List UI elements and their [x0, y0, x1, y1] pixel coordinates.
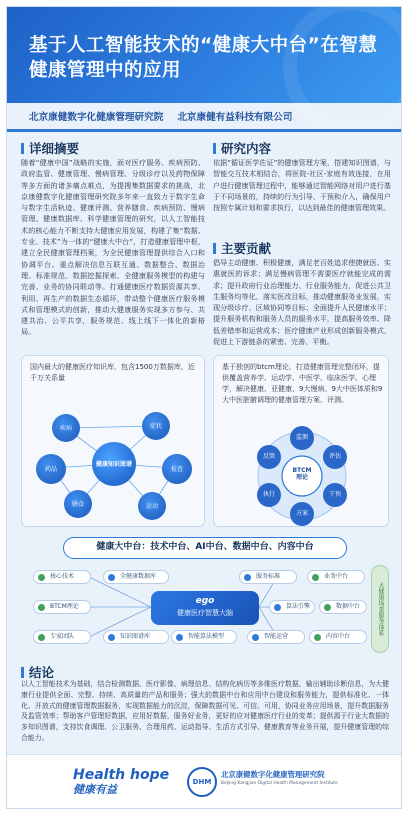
btcm-item-assess: 评估 — [328, 453, 341, 460]
contribution-heading: 主要贡献 — [213, 239, 271, 257]
institute-name-cn: 北京康健数字化健康管理研究院 — [221, 770, 325, 779]
chip-content-platform: 内容中台 — [309, 630, 367, 644]
research-text: 依据“循证医学佐证”的健康管理方案，搭建知识图谱，与智能交互技术相结合，将医院-社区-家庭有效连接，在用户进行健康管理过程中，能够通过智能网络对用户进行基于不同场景的，持续的行为引导、干预和介入，确保用户按照专属计划和要求执行，以达到最佳的健康管理效果。 — [213, 158, 391, 213]
org-2: 北京康健有益科技有限公司 — [177, 112, 293, 123]
conclusion-text: 以人工智能技术为基础，结合检测数据、医疗影像、病理信息、结构化病历等多维医疗数据，输出辅助诊断信息，为大健康行业提供全面、完整、持续、高质量的产品和服务；强大的数据中台和应用中台建设和服务能力，提供标准化、一体化、开放式的健康管理数据服务，实现数据能力的沉淀，保障数据可见、可信、可用，协同业务应用场景，提升数据服务及监管效率；帮助客户管理好数据，应用好数据，服务好业务，更好的应对健康医疗行业的变革；提供源于行业大数据的多知识图谱，支持饮食调理、公卫服务、合理用药、运动指导、生活方式引导、健康教育等业务开展，提升健康管理的综合能力。 — [21, 680, 389, 742]
abstract-heading: 详细摘要 — [21, 139, 79, 157]
institute-logo-text — [221, 769, 338, 787]
scenario-system-label: 大健康场景服务体系 — [371, 565, 389, 653]
kg-node-exam: 检查 — [162, 454, 192, 484]
organizations — [29, 109, 292, 123]
kg-node-disease: 疾病 — [52, 414, 80, 442]
ego-brain — [151, 591, 259, 625]
chip-experts: 专家团队 — [33, 630, 91, 644]
chip-algorithm: 智能算法模型 — [171, 630, 237, 644]
conclusion-heading: 结论 — [21, 663, 54, 681]
btcm-panel — [213, 355, 389, 527]
kg-description: 国内最大的健康医疗知识库，包含1500万数据库，近千万关系量 — [30, 363, 195, 382]
institute-seal: DHM — [187, 767, 217, 797]
ego-name: ego — [195, 596, 215, 606]
btcm-item-plan: 方案 — [295, 510, 308, 517]
chip-service-std: 服务标准 — [239, 570, 297, 584]
btcm-item-intervene: 干预 — [328, 491, 341, 498]
chip-data-platform: 数据中台 — [319, 600, 367, 614]
org-1: 北京康健数字化健康管理研究院 — [29, 112, 164, 123]
platform-title: 健康大中台：技术中台、AI中台、数据中台、内容中台 — [63, 537, 347, 559]
divider — [7, 129, 402, 132]
chip-btcm: BTCM理论 — [33, 600, 91, 614]
logo-en: Health hope — [73, 767, 170, 783]
btcm-description: 基于独创的btcm理论，打造健康管理完整闭环，提供覆盖营养学、运动学、中医学、临床医学、心理学，解决健康、亚健康、9大慢病、9大中医体质和9大中医脏腑调理的健康管理方案、评测。 — [222, 363, 383, 404]
ego-subtitle: 健康医疗智慧大脑 — [177, 609, 233, 617]
kg-node-diet: 膳食 — [64, 490, 92, 518]
abstract-text: 随着“健康中国”战略的实施，面对医疗服务、疾病预防、政府监管、健康管理、慢病管理、分级诊疗以及药物保障等多方面的诸多痛点难点，为提搜集数据要求的挑战，北京康健数字化健康管理研究院多年来一直致力于数字生命与数字生活轨迹、健康评测、营养膳食、疾病预防、慢病管理、健康数据库、科学健康管理的研究，以人工智能技术的核心能力不断支持大健康应用发展，构建了集“数据、专业、技术”为一体的“健康大中台”，打造健康管理中枢，建立全民健康管理档案，为全民健康管理提供综合入口和协调平台。重点解决信息互联互通、数据整合、数据治理、标准规范、数据挖掘探索、全健康服务模型的构建与完善、业务的协同联动等。打通健康医疗数据资源共享、利用、再生产的数据生态循环，带动整个健康医疗服务模式和管理模式的创新，推动大健康服务实现多方参与、共建共治、公平共享，服务规范、线上线下一体化的新格局。 — [21, 158, 205, 337]
chip-engine: 算法引擎 — [269, 600, 315, 614]
kg-node-sport: 运动 — [138, 492, 166, 520]
logo-cn: 健康有益 — [73, 783, 117, 796]
chip-core-tech: 核心技术 — [33, 570, 91, 584]
research-heading: 研究内容 — [213, 139, 271, 157]
kg-node-drug: 药品 — [36, 454, 66, 484]
kg-node-symptom: 症状 — [142, 412, 170, 440]
poster-title: 基于人工智能技术的“健康大中台”在智慧健康管理中的应用 — [29, 35, 378, 81]
kg-node-center: 健康知识图谱 — [92, 442, 136, 486]
footer — [7, 754, 402, 809]
knowledge-graph-panel — [21, 355, 205, 527]
chip-kg-db: 知识图谱库 — [103, 630, 169, 644]
chip-biz-platform: 业务中台 — [307, 570, 365, 584]
btcm-item-execute: 执行 — [262, 491, 275, 498]
chip-health-db: 全健康数据库 — [103, 570, 169, 584]
health-hope-logo — [73, 767, 169, 796]
btcm-item-monitor: 监测 — [295, 434, 308, 441]
poster — [6, 6, 402, 809]
header-banner — [7, 7, 402, 103]
institute-name-en: Beijing Kangjian Digital Health Management Institute — [221, 781, 338, 786]
chip-ops: 智能运营 — [247, 630, 305, 644]
btcm-center-label: BTCM 理论 — [292, 467, 312, 481]
btcm-wheel — [214, 356, 390, 528]
contribution-text: 倡导主动健康、积极健康，满足老百姓追求使捷就医、实惠就医的诉求；满足慢病管理不需要医疗就能完成的需求；提升政府行业治理能力、行业服务能力，促进公共卫生服务均等化，落实医改目标，推动健康服务业发展，实现分级诊疗、区域协同等目标；全面提升人民健康水平；提升服务机构和服务人员的服务水平，提高服务效率、降低差错率和运营成本；医疗健康产业形成创新服务模式，促进上下游链条的紧密、完善、平衡。 — [213, 258, 391, 347]
btcm-item-feedback: 反馈 — [262, 453, 275, 460]
